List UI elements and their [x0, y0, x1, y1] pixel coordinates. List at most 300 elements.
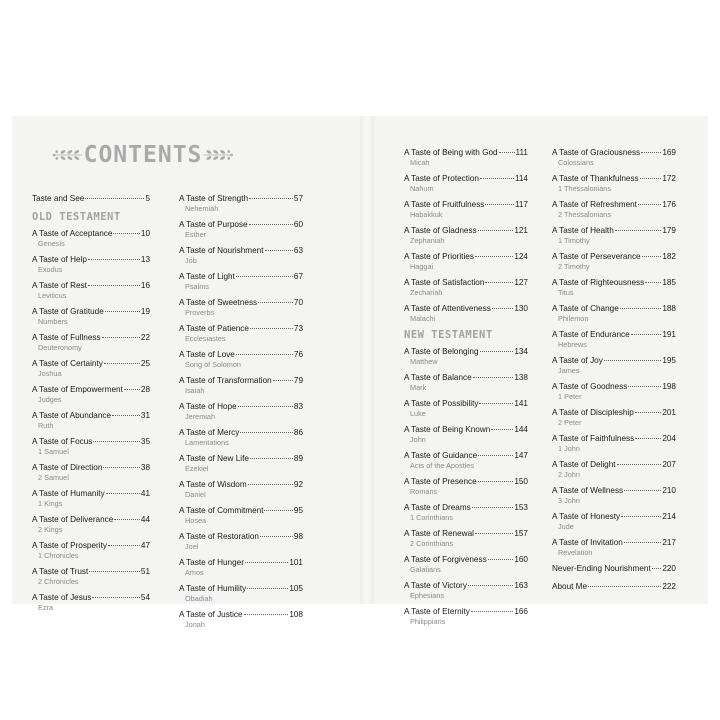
toc-entry-title: A Taste of Wellness [552, 486, 624, 495]
toc-entry-book: Song of Solomon [185, 360, 241, 369]
toc-entry-title: A Taste of Guidance [404, 451, 478, 460]
toc-entry-page: 28 [140, 385, 150, 394]
toc-entry-book: 2 John [558, 470, 580, 479]
toc-entry[interactable] [32, 462, 150, 483]
toc-entry-page: 73 [293, 324, 303, 333]
toc-entry-title: A Taste of Humility [179, 584, 247, 593]
toc-entry-book: Malachi [410, 314, 436, 323]
toc-entry-title: A Taste of Help [32, 255, 87, 264]
dot-leader [105, 311, 140, 312]
toc-entry-line [552, 225, 676, 236]
toc-entry-title: A Taste of Light [179, 272, 235, 281]
toc-entry-title: A Taste of Gladness [404, 226, 477, 235]
old-testament-list-continued [179, 193, 303, 630]
toc-entry-page: 86 [293, 428, 303, 437]
dot-leader [617, 464, 662, 465]
toc-entry-line [552, 485, 676, 496]
toc-entry-title: A Taste of Refreshment [552, 200, 637, 209]
toc-entry[interactable] [32, 280, 150, 301]
toc-entry-page: 25 [140, 359, 150, 368]
toc-entry-book: Ezekiel [185, 464, 209, 473]
toc-entry-title: A Taste of Hunger [179, 558, 244, 567]
dot-leader [265, 250, 293, 251]
toc-entry-page: 188 [662, 304, 676, 313]
toc-entry-book: Amos [185, 568, 204, 577]
dot-leader [108, 545, 140, 546]
toc-entry[interactable] [179, 323, 303, 344]
toc-entry[interactable] [552, 485, 676, 506]
toc-entry-page: 70 [293, 298, 303, 307]
toc-entry[interactable] [32, 566, 150, 587]
toc-entry-line [552, 581, 676, 592]
toc-entry-page: 160 [514, 555, 528, 564]
toc-entry-book: 1 Samuel [38, 447, 69, 456]
toc-entry[interactable] [32, 384, 150, 405]
toc-entry-book: Jude [558, 522, 574, 531]
toc-entry[interactable] [32, 514, 150, 535]
toc-entry[interactable] [179, 375, 303, 396]
toc-entry-title: A Taste of Fruitfulness [404, 200, 485, 209]
toc-entry-book: Nehemiah [185, 204, 219, 213]
toc-entry-page: 38 [140, 463, 150, 472]
toc-entry[interactable] [404, 346, 528, 367]
toc-entry-line [404, 346, 528, 357]
toc-entry-line [404, 372, 528, 383]
dot-leader [615, 230, 662, 231]
toc-entry[interactable] [404, 554, 528, 575]
toc-entry[interactable] [179, 583, 303, 604]
toc-entry[interactable] [552, 407, 676, 428]
toc-entry[interactable] [552, 303, 676, 324]
toc-entry-page: 127 [514, 278, 528, 287]
toc-entry-title: A Taste of Invitation [552, 538, 623, 547]
toc-entry[interactable] [552, 355, 676, 376]
toc-entry-title: A Taste of Eternity [404, 607, 470, 616]
contents-column-3 [404, 147, 528, 632]
toc-entry-page: 150 [514, 477, 528, 486]
toc-entry-book: Daniel [185, 490, 206, 499]
toc-entry-book: Numbers [38, 317, 68, 326]
toc-entry[interactable] [404, 528, 528, 549]
toc-entry[interactable] [404, 173, 528, 194]
toc-entry-page: 220 [662, 564, 676, 573]
dot-leader [106, 493, 140, 494]
dot-leader [588, 586, 661, 587]
dot-leader [631, 334, 662, 335]
dot-leader [472, 507, 514, 508]
toc-entry[interactable] [179, 297, 303, 318]
toc-entry-title: A Taste of Sweetness [179, 298, 258, 307]
new-testament-heading: NEW TESTAMENT [404, 329, 493, 341]
dot-leader [102, 337, 140, 338]
toc-entry-line [32, 566, 150, 577]
toc-entry[interactable] [32, 332, 150, 353]
toc-entry-line [179, 479, 303, 490]
toc-entry-page: 141 [514, 399, 528, 408]
dot-leader [478, 230, 514, 231]
toc-entry-line [404, 424, 528, 435]
toc-entry-line [32, 592, 150, 603]
toc-entry[interactable] [552, 329, 676, 350]
toc-entry-title: A Taste of Thankfulness [552, 174, 639, 183]
toc-entry-book: John [410, 435, 426, 444]
toc-entry-book: Joel [185, 542, 199, 551]
toc-entry-page: 134 [514, 347, 528, 356]
toc-entry-line [179, 505, 303, 516]
dot-leader [640, 178, 662, 179]
toc-entry[interactable] [179, 401, 303, 422]
toc-entry-line [404, 303, 528, 314]
toc-entry[interactable] [552, 433, 676, 454]
toc-entry-line [404, 398, 528, 409]
toc-entry[interactable] [32, 410, 150, 431]
toc-entry-page: 105 [289, 584, 303, 593]
toc-entry-line [552, 459, 676, 470]
toc-entry-book: Isaiah [185, 386, 205, 395]
toc-entry-title: A Taste of Commitment [179, 506, 264, 515]
toc-entry[interactable] [552, 459, 676, 480]
toc-entry-book: Joshua [38, 369, 62, 378]
dot-leader [621, 516, 661, 517]
toc-entry-line [552, 277, 676, 288]
toc-entry-book: Zechariah [410, 288, 443, 297]
toc-entry-line [552, 407, 676, 418]
toc-entry[interactable] [552, 511, 676, 532]
toc-entry-title: A Taste of Strength [179, 194, 249, 203]
toc-entry-page: 198 [662, 382, 676, 391]
toc-entry-page: 130 [514, 304, 528, 313]
toc-entry[interactable] [32, 228, 150, 249]
toc-entry-book: 2 Peter [558, 418, 582, 427]
dot-leader [488, 559, 514, 560]
dot-leader [273, 380, 293, 381]
toc-entry-book: 3 John [558, 496, 580, 505]
toc-entry-book: Ephesians [410, 591, 445, 600]
toc-entry-line [32, 540, 150, 551]
toc-entry-title: A Taste of Empowerment [32, 385, 123, 394]
dot-leader [652, 568, 662, 569]
dot-leader [473, 377, 514, 378]
toc-entry-book: Acts of the Apostles [410, 461, 475, 470]
dot-leader [475, 533, 513, 534]
toc-entry-book: Matthew [410, 357, 438, 366]
toc-entry-line [32, 436, 150, 447]
toc-entry-line [552, 147, 676, 158]
toc-entry[interactable] [404, 450, 528, 471]
contents-column-4 [552, 147, 676, 599]
toc-entry[interactable] [179, 219, 303, 240]
toc-entry-title: A Taste of Endurance [552, 330, 630, 339]
dot-leader [628, 386, 661, 387]
toc-entry-book: Mark [410, 383, 427, 392]
toc-entry[interactable] [552, 537, 676, 558]
toc-entry[interactable] [179, 609, 303, 630]
toc-entry-book: Luke [410, 409, 426, 418]
dot-leader [247, 588, 288, 589]
toc-entry-title: A Taste of Hope [179, 402, 237, 411]
toc-entry-title: A Taste of Direction [32, 463, 103, 472]
toc-entry-book: Haggai [410, 262, 434, 271]
toc-entry-book: 2 Corinthians [410, 539, 453, 548]
toc-entry[interactable] [179, 531, 303, 552]
toc-entry[interactable] [32, 592, 150, 613]
toc-entry-page: 201 [662, 408, 676, 417]
toc-entry-book: Galatians [410, 565, 441, 574]
toc-entry[interactable] [404, 277, 528, 298]
toc-entry-line [179, 323, 303, 334]
dot-leader [638, 204, 661, 205]
toc-entry-line [32, 358, 150, 369]
toc-entry-title: A Taste of Goodness [552, 382, 628, 391]
toc-entry-line [404, 199, 528, 210]
toc-entry-page: 114 [514, 174, 528, 183]
toc-entry-book: Colossians [558, 158, 594, 167]
toc-entry-book: Proverbs [185, 308, 215, 317]
toc-entry-line [552, 329, 676, 340]
dot-leader [249, 224, 293, 225]
toc-entry-line [179, 245, 303, 256]
toc-entry-page: 54 [140, 593, 150, 602]
toc-entry[interactable] [32, 436, 150, 457]
toc-entry-line [404, 476, 528, 487]
dot-leader [492, 308, 514, 309]
toc-entry[interactable] [552, 563, 676, 574]
toc-entry-book: Ecclesiastes [185, 334, 226, 343]
toc-entry-book: 2 Kings [38, 525, 63, 534]
toc-entry[interactable] [179, 479, 303, 500]
toc-entry-page: 101 [289, 558, 303, 567]
toc-entry-line [32, 462, 150, 473]
toc-entry[interactable] [404, 398, 528, 419]
dot-leader [480, 178, 514, 179]
toc-entry[interactable] [404, 372, 528, 393]
toc-entry-book: Hosea [185, 516, 207, 525]
toc-entry-page: 185 [662, 278, 676, 287]
toc-entry-book: Deuteronomy [38, 343, 82, 352]
toc-entry[interactable] [179, 271, 303, 292]
toc-entry-book: 2 Chronicles [38, 577, 79, 586]
toc-entry-line [32, 488, 150, 499]
dot-leader [93, 441, 140, 442]
toc-entry[interactable] [179, 193, 303, 214]
toc-entry-page: 89 [293, 454, 303, 463]
toc-entry-title: A Taste of Renewal [404, 529, 474, 538]
toc-entry-book: Philippians [410, 617, 446, 626]
toc-entry-title: A Taste of Possibility [404, 399, 479, 408]
toc-entry-line [552, 381, 676, 392]
toc-entry[interactable] [179, 557, 303, 578]
toc-entry-book: Judges [38, 395, 62, 404]
toc-entry[interactable] [552, 173, 676, 194]
toc-entry-line [179, 453, 303, 464]
right-sprig-icon [202, 145, 234, 165]
toc-entry[interactable] [404, 199, 528, 220]
toc-entry-book: Psalms [185, 282, 209, 291]
toc-entry[interactable] [179, 427, 303, 448]
dot-leader [645, 282, 661, 283]
toc-entry-page: 76 [293, 350, 303, 359]
toc-entry-book: Ruth [38, 421, 54, 430]
toc-entry-line [32, 410, 150, 421]
toc-entry-book: 1 Chronicles [38, 551, 79, 560]
toc-entry-line [404, 277, 528, 288]
toc-entry-title: A Taste of Humanity [32, 489, 105, 498]
toc-entry-title: A Taste of Rest [32, 281, 87, 290]
toc-entry[interactable] [179, 349, 303, 370]
toc-entry[interactable] [179, 245, 303, 266]
toc-entry-title: A Taste of Prosperity [32, 541, 107, 550]
toc-entry-title: A Taste of Justice [179, 610, 243, 619]
toc-entry-line [179, 531, 303, 542]
toc-entry[interactable] [404, 251, 528, 272]
toc-entry-line [32, 254, 150, 265]
dot-leader [112, 415, 140, 416]
toc-entry-page: 163 [514, 581, 528, 590]
toc-entry-page: 19 [140, 307, 150, 316]
toc-entry-line [404, 554, 528, 565]
toc-entry-page: 79 [293, 376, 303, 385]
toc-entry-line [552, 537, 676, 548]
dot-leader [624, 490, 661, 491]
toc-entry[interactable] [32, 358, 150, 379]
toc-entry-page: 35 [140, 437, 150, 446]
toc-entry-book: 2 Timothy [558, 262, 590, 271]
dot-leader [485, 282, 513, 283]
dot-leader [264, 510, 292, 511]
toc-entry-page: 41 [140, 489, 150, 498]
toc-entry[interactable] [404, 424, 528, 445]
toc-entry[interactable] [404, 580, 528, 601]
toc-entry-line [179, 609, 303, 620]
toc-entry-title: A Taste of Discipleship [552, 408, 634, 417]
dot-leader [88, 259, 140, 260]
toc-entry-line [179, 193, 303, 204]
toc-entry-title: A Taste of Purpose [179, 220, 248, 229]
toc-entry-title: A Taste of New Life [179, 454, 249, 463]
dot-leader [258, 302, 293, 303]
toc-entry[interactable] [552, 225, 676, 246]
toc-entry-book: Lamentations [185, 438, 229, 447]
toc-entry[interactable] [32, 306, 150, 327]
toc-entry-line [552, 173, 676, 184]
toc-entry-page: 63 [293, 246, 303, 255]
toc-entry-line [32, 228, 150, 239]
toc-entry-title: A Taste of Delight [552, 460, 616, 469]
toc-entry-book: 2 Samuel [38, 473, 69, 482]
toc-entry[interactable] [404, 606, 528, 627]
toc-entry[interactable] [404, 476, 528, 497]
toc-entry-title: Never-Ending Nourishment [552, 564, 651, 573]
toc-entry-page: 10 [140, 229, 150, 238]
dot-leader [635, 412, 662, 413]
toc-entry[interactable] [552, 199, 676, 220]
dot-leader [113, 233, 139, 234]
dot-leader [479, 403, 513, 404]
toc-entry-book: Leviticus [38, 291, 67, 300]
toc-entry-page: 111 [515, 148, 528, 157]
toc-entry-title: A Taste of Dreams [404, 503, 471, 512]
toc-entry-book: 1 John [558, 444, 580, 453]
toc-entry[interactable] [179, 453, 303, 474]
toc-entry-book: Micah [410, 158, 430, 167]
toc-entry-book: 1 Kings [38, 499, 63, 508]
toc-entry[interactable] [552, 581, 676, 592]
toc-entry-title: A Taste of Love [179, 350, 235, 359]
toc-entry[interactable] [404, 303, 528, 324]
old-testament-list-end [404, 147, 528, 324]
toc-entry-title: A Taste of Change [552, 304, 619, 313]
toc-entry-intro[interactable]: Taste and See 5 [32, 194, 150, 203]
toc-entry-page: 157 [514, 529, 528, 538]
toc-entry-title: A Taste of Attentiveness [404, 304, 491, 313]
toc-entry-title: A Taste of Gratitude [32, 307, 104, 316]
dot-leader [88, 285, 140, 286]
contents-column-1 [32, 193, 150, 618]
dot-leader [250, 458, 293, 459]
toc-entry-title: A Taste of Mercy [179, 428, 240, 437]
toc-entry-page: 117 [514, 200, 528, 209]
toc-entry[interactable] [32, 488, 150, 509]
toc-entry-page: 138 [514, 373, 528, 382]
dot-leader [635, 438, 661, 439]
toc-entry-book: Romans [410, 487, 438, 496]
toc-entry-book: Exodus [38, 265, 63, 274]
toc-entry[interactable] [552, 251, 676, 272]
toc-entry[interactable] [32, 254, 150, 275]
toc-entry-book: Jonah [185, 620, 205, 629]
toc-entry-title: A Taste of Transformation [179, 376, 272, 385]
toc-entry[interactable] [179, 505, 303, 526]
toc-entry-title: A Taste of Satisfaction [404, 278, 485, 287]
toc-entry-title: A Taste of Trust [32, 567, 89, 576]
toc-entry-title: A Taste of Perseverance [552, 252, 641, 261]
dot-leader [240, 432, 293, 433]
dot-leader [604, 360, 662, 361]
toc-entry-page: 153 [514, 503, 528, 512]
toc-entry-title: A Taste of Acceptance [32, 229, 113, 238]
toc-entry[interactable] [404, 502, 528, 523]
toc-entry[interactable] [552, 147, 676, 168]
toc-entry-book: Genesis [38, 239, 65, 248]
toc-entry-line [32, 332, 150, 343]
toc-entry-page: 166 [514, 607, 528, 616]
toc-entry-book: 1 Thessalonians [558, 184, 612, 193]
toc-entry-title: A Taste of Wisdom [179, 480, 247, 489]
toc-entry-page: 147 [514, 451, 528, 460]
toc-entry-book: Hebrews [558, 340, 587, 349]
toc-entry-title: A Taste of Honesty [552, 512, 621, 521]
toc-entry[interactable] [32, 540, 150, 561]
toc-entry-line [179, 297, 303, 308]
dot-leader [491, 429, 513, 430]
old-testament-heading: OLD TESTAMENT [32, 211, 121, 223]
toc-entry-page: 204 [662, 434, 676, 443]
toc-entry-line [404, 173, 528, 184]
toc-entry-page: 60 [293, 220, 303, 229]
toc-entry-book: Zephaniah [410, 236, 445, 245]
page-title: CONTENTS [83, 142, 203, 168]
toc-entry-title: A Taste of Righteousness [552, 278, 645, 287]
toc-entry-line [552, 251, 676, 262]
toc-entry[interactable] [552, 277, 676, 298]
toc-entry-line [552, 511, 676, 522]
toc-entry[interactable] [552, 381, 676, 402]
toc-entry-page: 47 [140, 541, 150, 550]
toc-entry[interactable] [404, 147, 528, 168]
toc-entry[interactable] [404, 225, 528, 246]
dot-leader [236, 276, 293, 277]
toc-entry-book: 1 Corinthians [410, 513, 453, 522]
